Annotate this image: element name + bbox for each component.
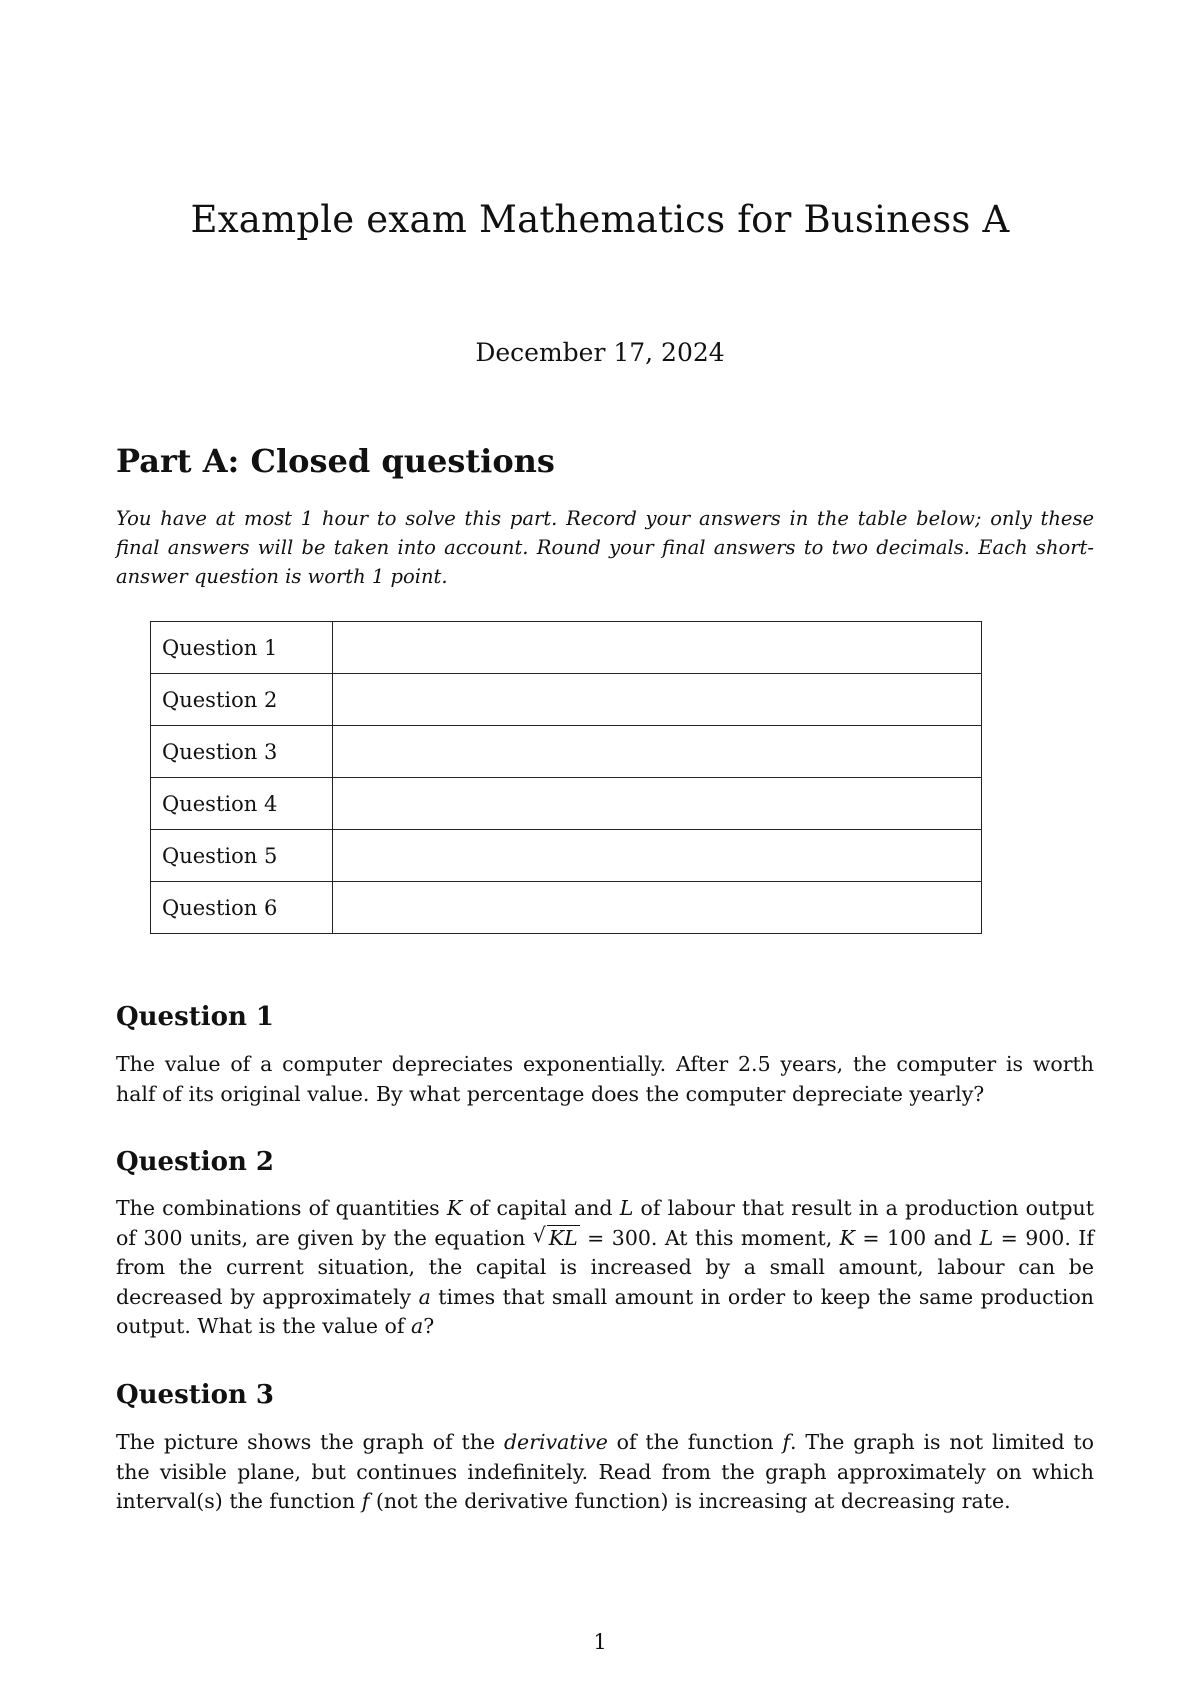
emphasis-derivative: derivative (503, 1430, 608, 1454)
answer-cell[interactable] (333, 778, 982, 830)
page-number: 1 (593, 1630, 607, 1654)
answer-cell[interactable] (333, 726, 982, 778)
square-root-expression: √ KL (532, 1222, 578, 1250)
question-1-text: The value of a computer depreciates exponentially. After 2.5 years, the computer is worth half of its original value. By what percentage does the computer depreciate yearly? (116, 1052, 1094, 1106)
answer-cell[interactable] (333, 674, 982, 726)
answer-row-label: Question 6 (151, 882, 333, 934)
variable-f: f (361, 1489, 370, 1513)
answer-row-label: Question 3 (151, 726, 333, 778)
answer-row-label: Question 1 (151, 622, 333, 674)
table-row (151, 882, 982, 934)
answer-row-label: Question 2 (151, 674, 333, 726)
answer-cell[interactable] (333, 622, 982, 674)
answer-row-label: Question 5 (151, 830, 333, 882)
question-1-heading: Question 1 (116, 1002, 275, 1032)
question-3-heading: Question 3 (116, 1380, 275, 1410)
part-a-instructions: You have at most 1 hour to solve this part. Record your answers in the table below; only these final answers will be taken into account. Round your final answers to two decimals. Each short-answer question is worth 1 point. (116, 507, 1094, 588)
answer-row-label: Question 4 (151, 778, 333, 830)
question-2-text: The combinations of quantities K of capital and L of labour that result in a production output of 300 units, are given by the equation √ KL = 300. At this moment, K = 100 and L = 900. If from the current situation, the capital is increased by a small amount, labour can be decreased by approximately a times that small amount in order to keep the same production output. What is the value of a? (116, 1196, 1094, 1338)
table-row (151, 830, 982, 882)
table-row (151, 622, 982, 674)
table-row (151, 778, 982, 830)
question-3-text: The picture shows the graph of the derivative of the function f. The graph is not limited to the visible plane, but continues indefinitely. Read from the graph approximately on which interval(s) the function f (not the derivative function) is increasing at decreasing rate. (116, 1430, 1094, 1513)
document-date: December 17, 2024 (475, 338, 725, 367)
question-2-heading: Question 2 (116, 1147, 275, 1177)
document-title: Example exam Mathematics for Business A (190, 198, 1010, 241)
table-row (151, 674, 982, 726)
answer-table (150, 621, 982, 934)
answer-cell[interactable] (333, 882, 982, 934)
variable-k: K (446, 1196, 463, 1220)
answer-cell[interactable] (333, 830, 982, 882)
part-a-heading: Part A: Closed questions (116, 442, 555, 480)
variable-f: f (782, 1430, 791, 1454)
variable-l: L (619, 1196, 634, 1220)
table-row (151, 726, 982, 778)
